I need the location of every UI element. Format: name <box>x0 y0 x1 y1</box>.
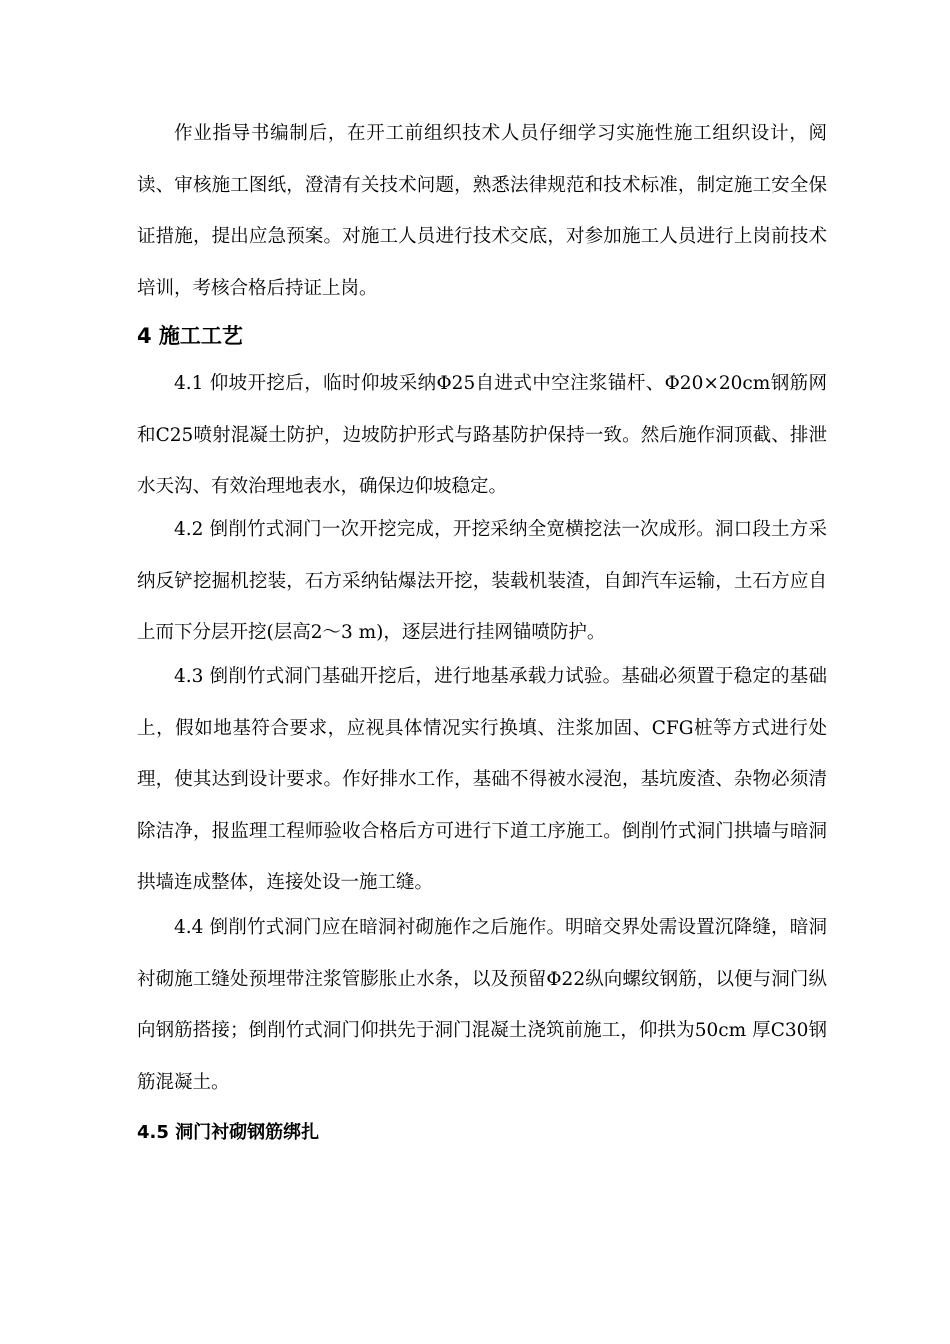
paragraph-4-2: 4.2 倒削竹式洞门一次开挖完成，开挖采纳全宽横挖法一次成形。洞口段土方采纳反铲挖掘机挖装，石方采纳钻爆法开挖，装载机装渣，自卸汽车运输，土石方应自上而下分层开挖(层高2～3 m)，逐层进行挂网锚喷防护。 <box>137 519 827 643</box>
paragraph-4-3: 4.3 倒削竹式洞门基础开挖后，进行地基承载力试验。基础必须置于稳定的基础上，假如地基符合要求，应视具体情况实行换填、注浆加固、CFG桩等方式进行处理，使其达到设计要求。作好排水工作，基础不得被水浸泡，基坑废渣、杂物必须清除洁净，报监理工程师验收合格后方可进行下道工序施工。倒削竹式洞门拱墙与暗洞拱墙连成整体，连接处设一施工缝。 <box>137 666 827 893</box>
paragraph-4-1: 4.1 仰坡开挖后，临时仰坡采纳Φ25自进式中空注浆锚杆、Φ20×20cm钢筋网和C25喷射混凝土防护，边坡防护形式与路基防护保持一致。然后施作洞顶截、排泄水天沟、有效治理地表水，确保边仰坡稳定。 <box>137 373 827 497</box>
intro-paragraph: 作业指导书编制后，在开工前组织技术人员仔细学习实施性施工组织设计，阅读、审核施工图纸，澄清有关技术问题，熟悉法律规范和技术标准，制定施工安全保证措施，提出应急预案。对施工人员进行技术交底，对参加施工人员进行上岗前技术培训，考核合格后持证上岗。 <box>137 123 827 299</box>
paragraph-4-4: 4.4 倒削竹式洞门应在暗洞衬砌施作之后施作。明暗交界处需设置沉降缝，暗洞衬砌施工缝处预埋带注浆管膨胀止水条，以及预留Φ22纵向螺纹钢筋，以便与洞门纵向钢筋搭接；倒削竹式洞门仰拱先于洞门混凝土浇筑前施工，仰拱为50cm 厚C30钢筋混凝土。 <box>137 917 827 1093</box>
section-heading: 4 施工工艺 <box>137 324 243 348</box>
subsection-heading: 4.5 洞门衬砌钢筋绑扎 <box>137 1122 320 1143</box>
